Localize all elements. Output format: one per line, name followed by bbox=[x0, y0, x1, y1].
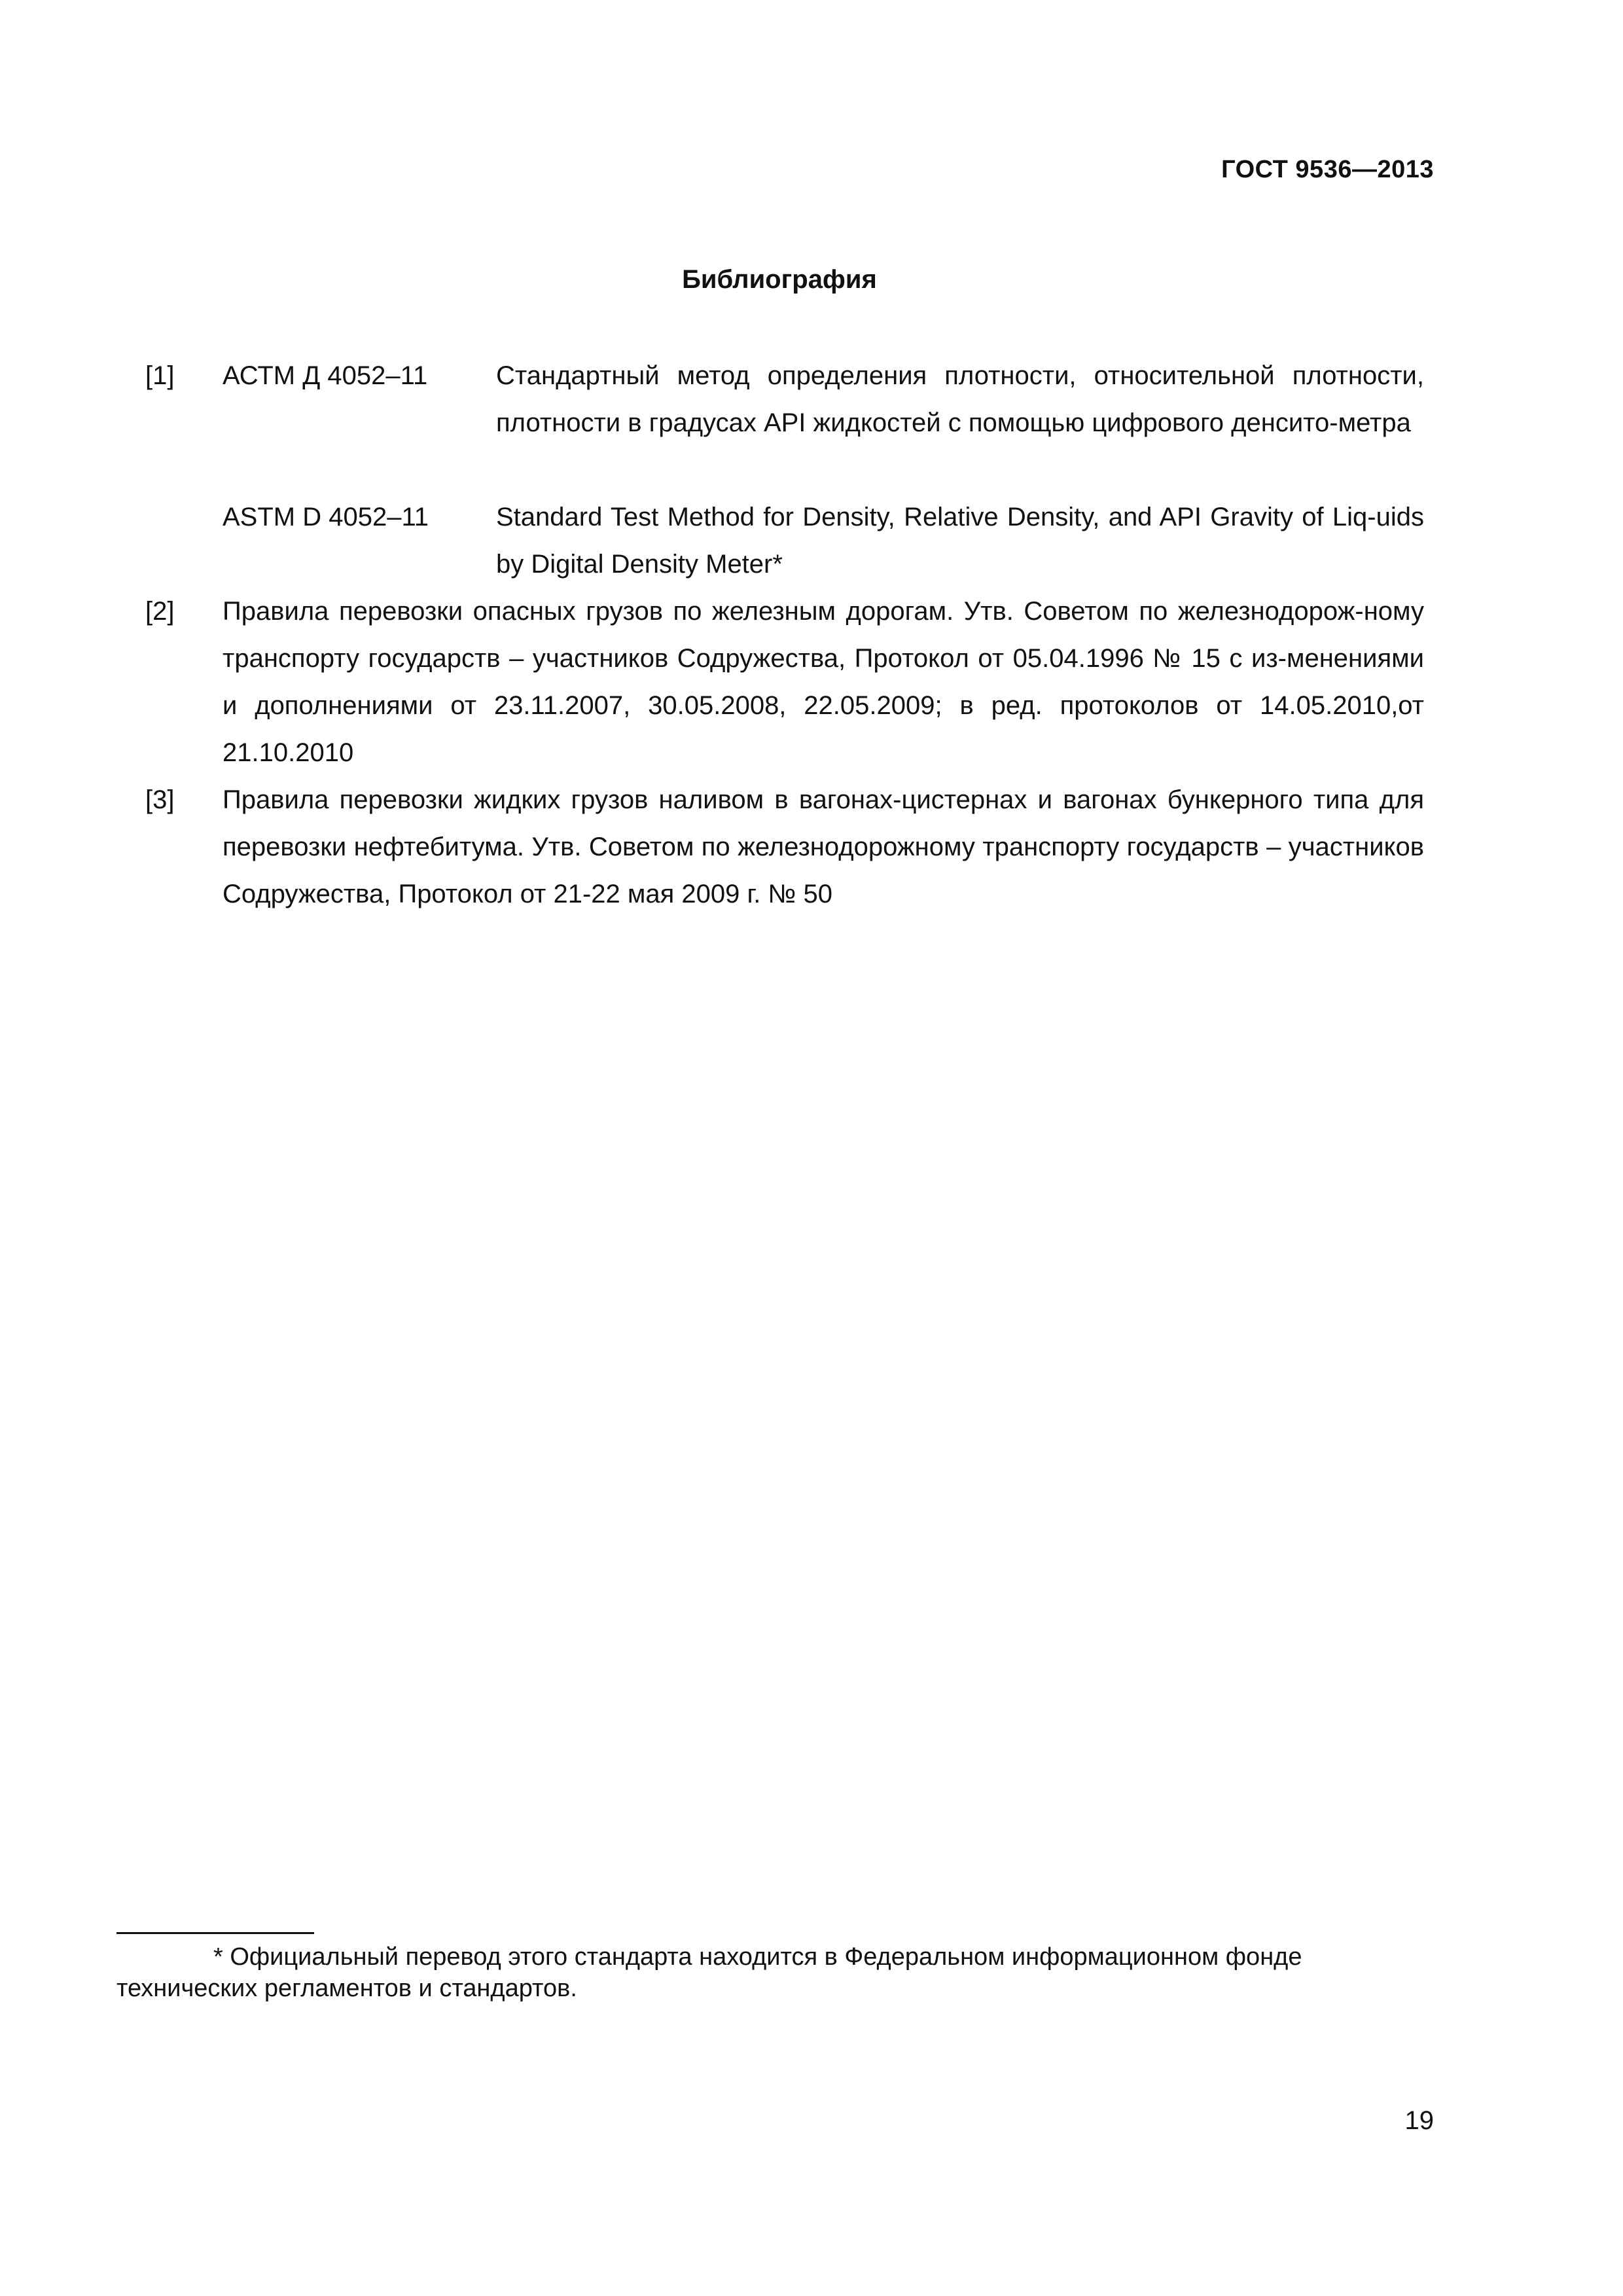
document-code: ГОСТ 9536—2013 bbox=[1221, 156, 1434, 183]
reference-description: Стандартный метод определения плотности, относительной плотности, плотности в градусах API жидкостей с помощью цифрового денсито-метра bbox=[496, 361, 1424, 437]
page-number: 19 bbox=[1404, 2106, 1434, 2135]
reference-text: Правила перевозки опасных грузов по железным дорогам. Утв. Советом по железнодорож-ному транспорту государств – участников Содружества, Протокол от 05.04.1996 № 15 с из-менениями и дополнениями от 23.11.2007, 30.05.2008, 22.05.2009; в ред. протоколов от 14.05.2010,от 21.10.2010 bbox=[223, 597, 1424, 767]
page-title: Библиография bbox=[682, 265, 877, 294]
reference-number: [2] bbox=[145, 597, 175, 626]
reference-code: АСТМ Д 4052–11 bbox=[223, 361, 428, 390]
reference-number: [1] bbox=[145, 361, 175, 390]
footnote-separator bbox=[116, 1932, 314, 1934]
reference-alt-code: ASTM D 4052–11 bbox=[223, 503, 429, 531]
footnote: * Официальный перевод этого стандарта находится в Федеральном информационном фонде технических регламентов и стандартов. bbox=[116, 1943, 1302, 2002]
reference-alt-description: Standard Test Method for Density, Relative Density, and API Gravity of Liq-uids by Digital Density Meter* bbox=[496, 503, 1424, 579]
reference-number: [3] bbox=[145, 785, 175, 814]
reference-text: Правила перевозки жидких грузов наливом в вагонах-цистернах и вагонах бункерного типа для перевозки нефтебитума. Утв. Советом по железнодорожному транспорту государств – участников Содружества, Протокол от 21-22 мая 2009 г. № 50 bbox=[223, 785, 1424, 908]
